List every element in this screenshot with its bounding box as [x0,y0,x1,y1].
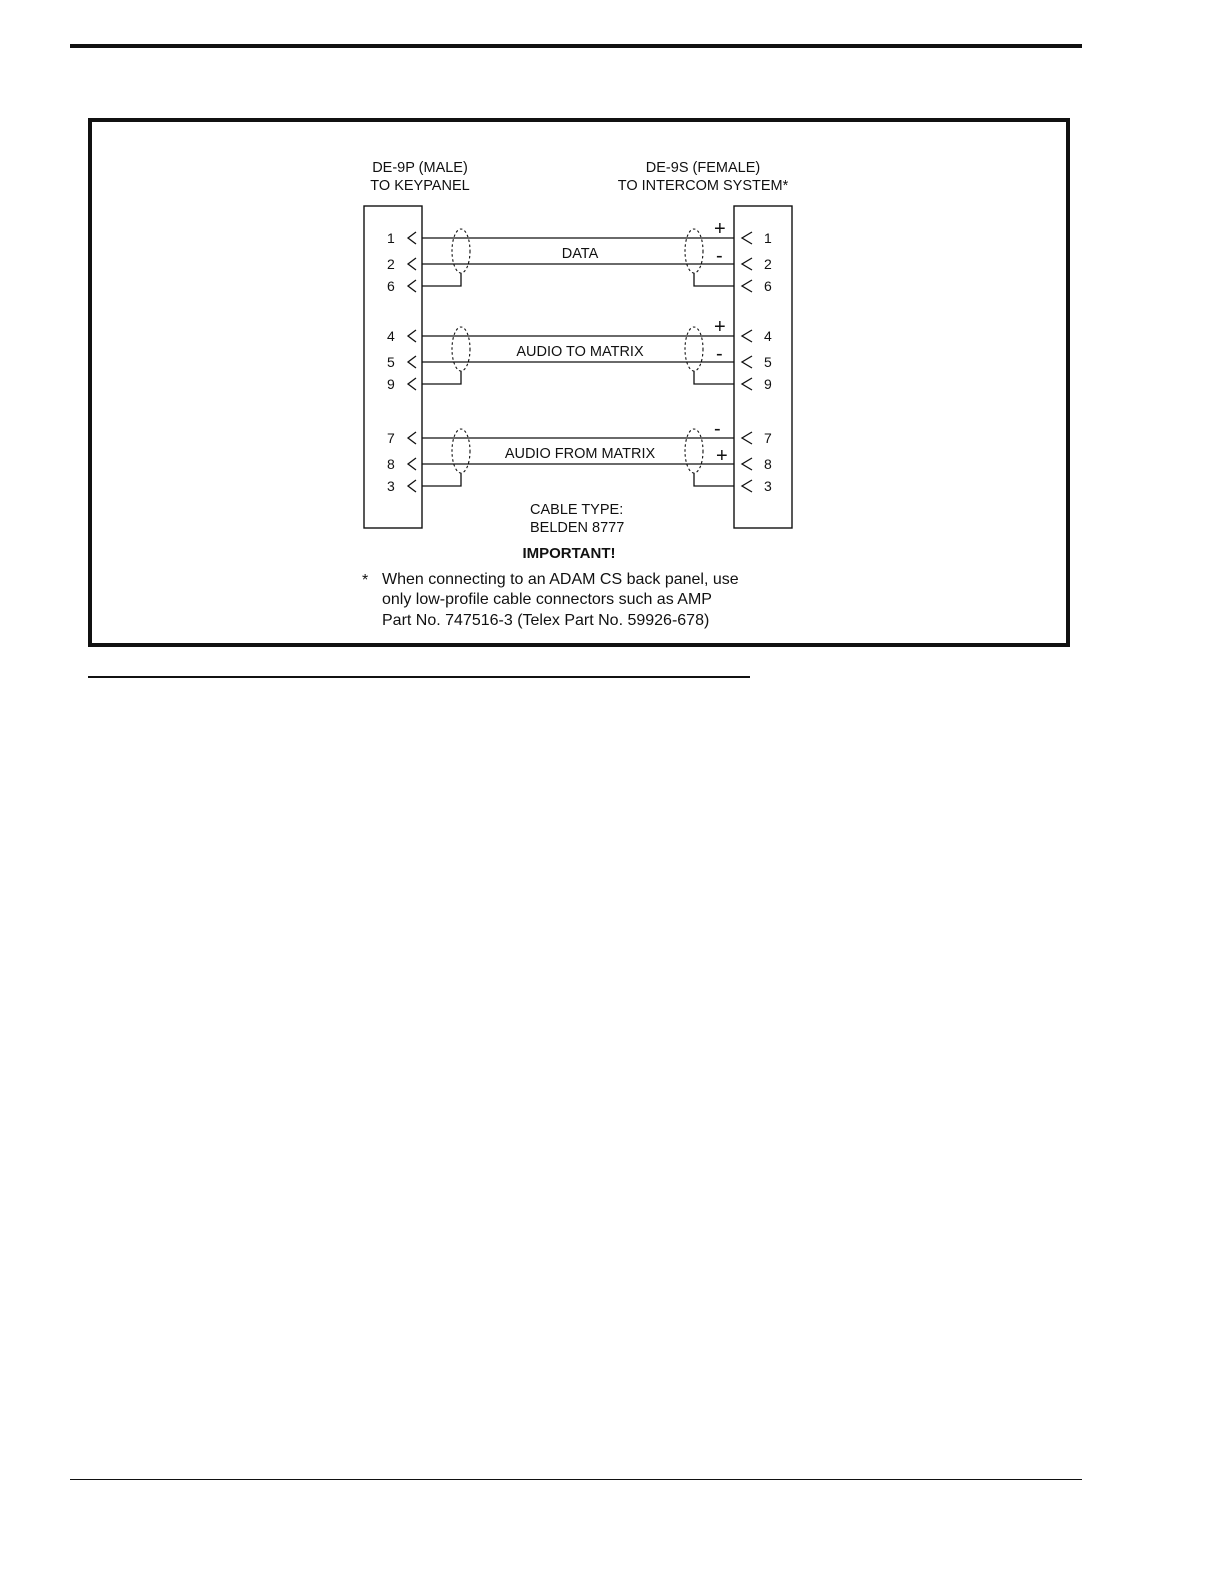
wire-pair-group [387,316,772,392]
right-pin-number: 9 [764,376,772,392]
right-pin-number: 5 [764,354,772,370]
pair-label: AUDIO TO MATRIX [516,344,644,360]
right-pin-contact [742,458,752,470]
left-drain-wire [422,371,461,384]
right-pin-contact [742,330,752,342]
left-pin-number: 8 [387,456,395,472]
polarity-sign: - [716,343,723,365]
right-drain-wire [694,273,734,286]
note-line: When connecting to an ADAM CS back panel, use [382,571,739,588]
right-shield [685,229,703,273]
left-pin-contact [408,356,416,368]
left-shield [452,429,470,473]
cable-type-label: CABLE TYPE: [530,502,624,518]
left-shield [452,229,470,273]
right-pin-contact [742,480,752,492]
right-pin-contact [742,258,752,270]
right-connector-subtitle: TO INTERCOM SYSTEM* [617,178,789,194]
left-drain-wire [422,473,461,486]
left-pin-contact [408,378,416,390]
polarity-sign: + [716,445,728,467]
right-pin-contact [742,378,752,390]
note-asterisk: * [362,572,369,589]
left-pin-number: 5 [387,354,395,370]
polarity-sign: + [714,218,726,240]
left-pin-contact [408,432,416,444]
wire-pairs [387,218,772,494]
left-shield [452,327,470,371]
right-pin-number: 1 [764,230,772,246]
note-line: only low-profile cable connectors such as AMP [382,591,712,608]
left-pin-number: 6 [387,278,395,294]
wire-pair-group [387,218,772,294]
right-pin-number: 2 [764,256,772,272]
note-line: Part No. 747516-3 (Telex Part No. 59926-678) [382,612,710,629]
right-pin-number: 8 [764,456,772,472]
right-pin-number: 6 [764,278,772,294]
polarity-sign: - [716,245,723,267]
right-drain-wire [694,473,734,486]
left-pin-number: 7 [387,430,395,446]
right-shield [685,327,703,371]
right-pin-number: 3 [764,478,772,494]
left-drain-wire [422,273,461,286]
left-pin-number: 4 [387,328,395,344]
right-connector-title: DE-9S (FEMALE) [645,160,761,176]
polarity-sign: + [714,316,726,338]
right-pin-contact [742,232,752,244]
left-pin-number: 2 [387,256,395,272]
left-pin-contact [408,330,416,342]
right-shield [685,429,703,473]
right-pin-number: 4 [764,328,772,344]
right-pin-contact [742,432,752,444]
left-pin-contact [408,232,416,244]
right-pin-contact [742,280,752,292]
cable-type-value: BELDEN 8777 [530,520,625,536]
right-drain-wire [694,371,734,384]
left-pin-number: 1 [387,230,395,246]
wire-pair-group [387,418,772,494]
left-pin-number: 9 [387,376,395,392]
pair-label: AUDIO FROM MATRIX [504,446,656,462]
right-pin-number: 7 [764,430,772,446]
left-pin-contact [408,258,416,270]
left-connector-subtitle: TO KEYPANEL [370,178,470,194]
right-pin-contact [742,356,752,368]
left-pin-number: 3 [387,478,395,494]
left-connector-title: DE-9P (MALE) [372,160,468,176]
left-pin-contact [408,458,416,470]
important-heading: IMPORTANT! [522,545,616,562]
polarity-sign: - [714,418,721,440]
pair-label: DATA [561,246,599,262]
left-pin-contact [408,280,416,292]
left-pin-contact [408,480,416,492]
right-connector-body [734,206,792,528]
